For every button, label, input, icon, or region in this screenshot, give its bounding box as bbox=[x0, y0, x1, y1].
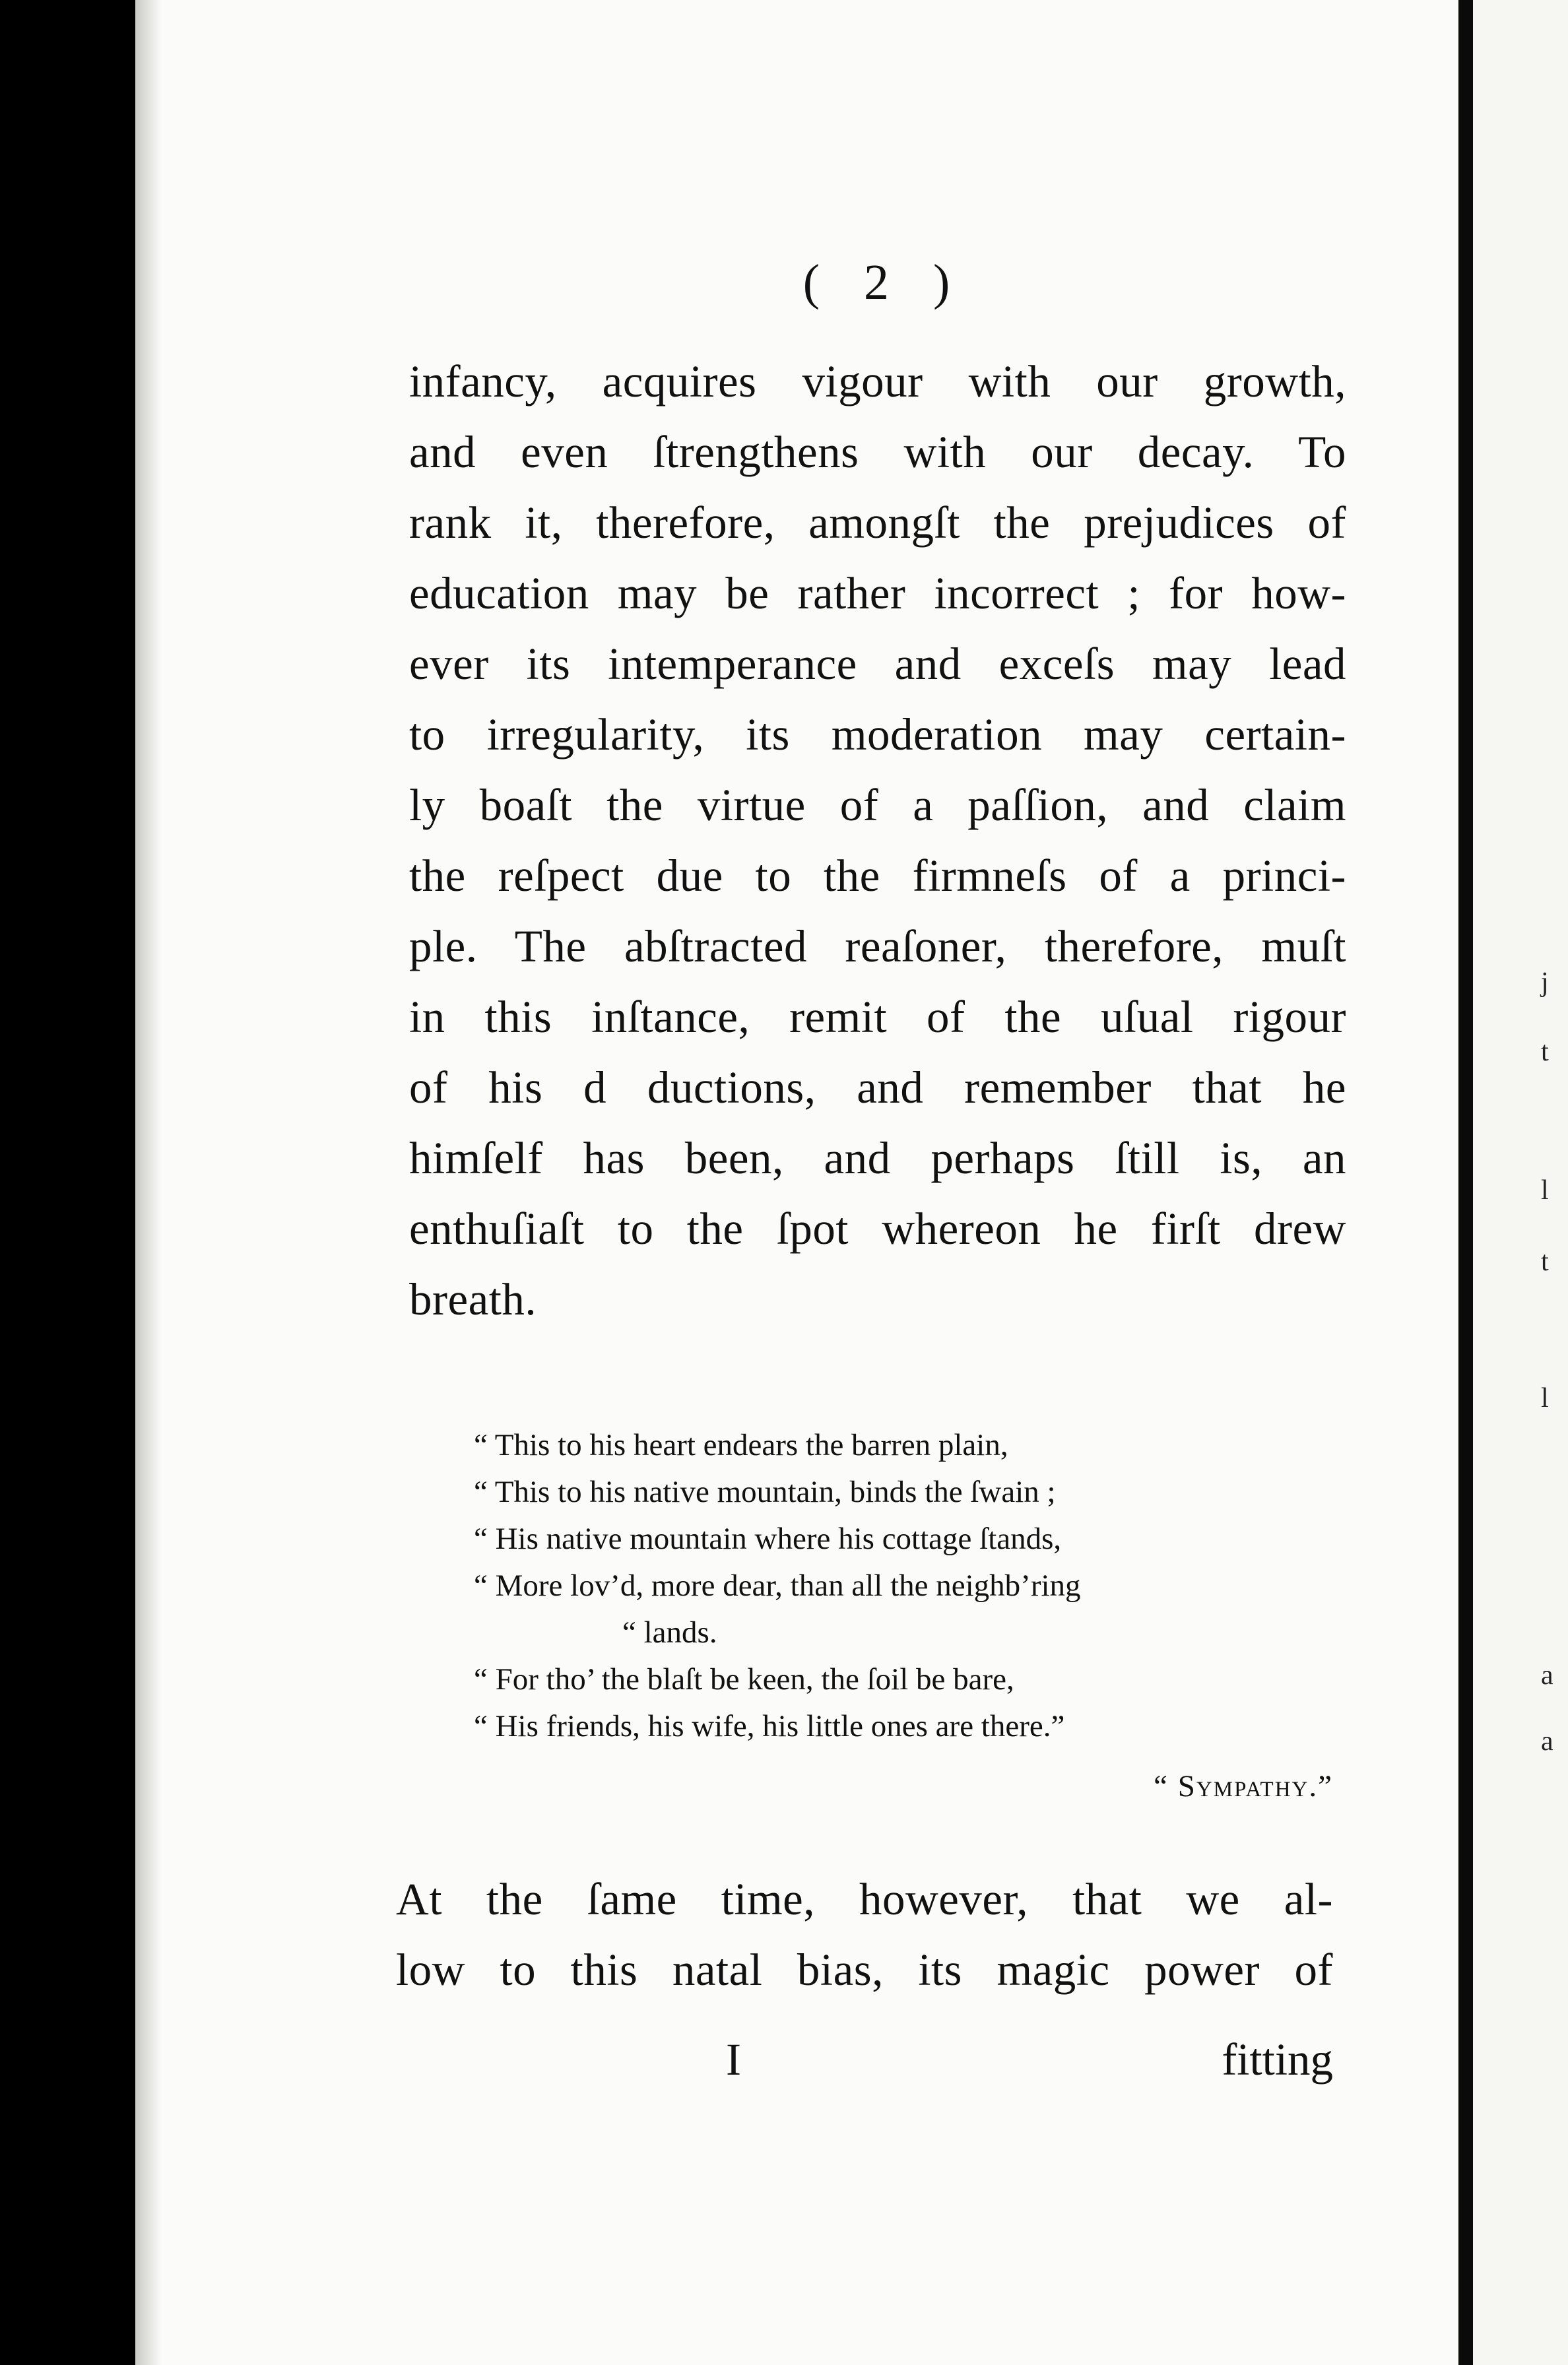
facing-letter: j bbox=[1541, 967, 1549, 998]
quoted-verse bbox=[474, 1422, 1332, 1750]
text-line: enthuſiaſt to the ſpot whereon he firſt drew bbox=[409, 1204, 1346, 1254]
text-line: rank it, therefore, amongſt the prejudices of bbox=[409, 498, 1346, 548]
text-line: to irregularity, its moderation may certain- bbox=[409, 709, 1346, 760]
verse-line: “ This to his native mountain, binds the ſwain ; bbox=[474, 1475, 1056, 1509]
page-gutter-shadow bbox=[135, 0, 162, 2365]
text-line: ple. The abſtracted reaſoner, therefore, muſt bbox=[409, 921, 1346, 971]
page-number: ( 2 ) bbox=[802, 255, 966, 310]
paragraph-2 bbox=[396, 1864, 1333, 2005]
catchword: fitting bbox=[1222, 2034, 1333, 2085]
text-line: himſelf has been, and perhaps ſtill is, an bbox=[409, 1133, 1346, 1183]
facing-letter: t bbox=[1541, 1247, 1549, 1277]
text-line: of his d ductions, and remember that he bbox=[409, 1062, 1346, 1113]
verse-line: “ This to his heart endears the barren plain, bbox=[474, 1428, 1008, 1462]
signature-mark: I bbox=[726, 2034, 741, 2085]
facing-page-shadow bbox=[1458, 0, 1473, 2365]
text-line: infancy, acquires vigour with our growth, bbox=[409, 356, 1346, 406]
facing-page-letters bbox=[1541, 0, 1567, 2365]
text-line: breath. bbox=[409, 1274, 537, 1324]
facing-letter: l bbox=[1541, 1383, 1549, 1413]
attribution-text: “ Sympathy.” bbox=[1154, 1769, 1333, 1803]
verse-line: “ For tho’ the blaſt be keen, the ſoil be bare, bbox=[474, 1662, 1014, 1697]
text-line: At the ſame time, however, that we al- bbox=[396, 1874, 1333, 1924]
verse-line: “ His native mountain where his cottage ſtands, bbox=[474, 1522, 1062, 1556]
facing-letter: a bbox=[1541, 1660, 1553, 1691]
text-line: low to this natal bias, its magic power of bbox=[396, 1945, 1333, 1995]
text-line: and even ſtrengthens with our decay. To bbox=[409, 427, 1346, 477]
paragraph-1 bbox=[409, 346, 1346, 1335]
verse-line: “ His friends, his wife, his little ones are there.” bbox=[474, 1709, 1065, 1743]
facing-letter: a bbox=[1541, 1726, 1553, 1757]
text-line: ly boaſt the virtue of a paſſion, and claim bbox=[409, 780, 1346, 830]
facing-letter: t bbox=[1541, 1037, 1549, 1067]
verse-attribution bbox=[1069, 1768, 1333, 1804]
verse-line: “ lands. bbox=[622, 1615, 717, 1650]
facing-letter: l bbox=[1541, 1175, 1549, 1206]
text-line: in this inſtance, remit of the uſual rigour bbox=[409, 992, 1346, 1042]
verse-line: “ More lov’d, more dear, than all the neighb’ring bbox=[474, 1569, 1081, 1603]
text-line: the reſpect due to the firmneſs of a princi- bbox=[409, 851, 1346, 901]
text-line: education may be rather incorrect ; for how- bbox=[409, 568, 1346, 618]
text-line: ever its intemperance and exceſs may lead bbox=[409, 639, 1346, 689]
